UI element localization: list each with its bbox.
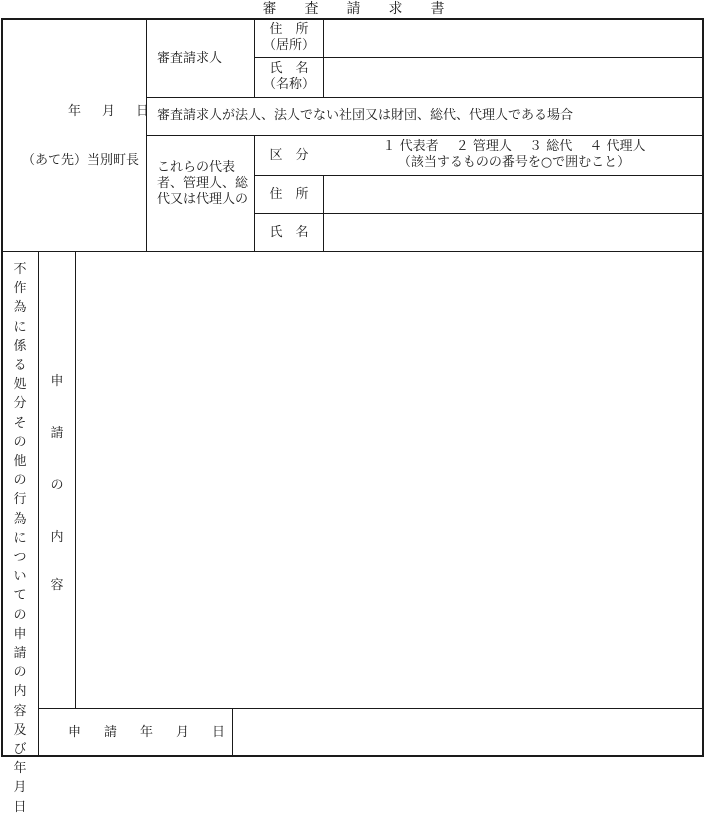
name-label: 氏 名 bbox=[269, 61, 309, 76]
form-title bbox=[0, 0, 707, 18]
category-note: （該当するものの番号を○で囲むこと） bbox=[397, 155, 631, 170]
grid-line bbox=[146, 135, 704, 136]
content-label-char: 内 bbox=[50, 530, 64, 545]
corporate-note: 審査請求人が法人、法人でない社団又は財団、総代、代理人である場合 bbox=[157, 108, 574, 123]
title-char: 書 bbox=[430, 1, 445, 17]
title-char: 審 bbox=[262, 1, 277, 17]
date-label: 年 月 日 bbox=[68, 104, 154, 119]
title-char: 求 bbox=[388, 1, 403, 17]
content-label-char: 容 bbox=[50, 578, 64, 593]
content-label-char: の bbox=[50, 478, 64, 493]
title-char: 請 bbox=[346, 1, 361, 17]
addressee-label: （あて先）当別町長 bbox=[22, 153, 140, 168]
content-label-char: 請 bbox=[50, 426, 64, 441]
title-char: 査 bbox=[304, 1, 319, 17]
address-label: 住 所 bbox=[269, 22, 309, 37]
address-sub-label: （居所） bbox=[262, 38, 315, 53]
requester-label: 審査請求人 bbox=[157, 51, 223, 66]
rep-address-label: 住 所 bbox=[269, 187, 309, 202]
rep-name-label: 氏 名 bbox=[269, 225, 309, 240]
rep-name-field[interactable] bbox=[324, 214, 703, 251]
category-label: 区 分 bbox=[269, 148, 309, 163]
content-label bbox=[49, 370, 65, 593]
application-date-label: 申 請 年 月 日 bbox=[68, 725, 231, 740]
left-vertical-label: 不作為に係る処分その他の行為についての申請の内容及び年月日 bbox=[13, 262, 27, 815]
content-label-char: 申 bbox=[50, 374, 64, 389]
representative-label: これらの代表者、管理人、総代又は代理人の bbox=[157, 160, 249, 207]
requester-address-field[interactable] bbox=[324, 19, 703, 57]
grid-line bbox=[38, 251, 39, 756]
application-content-field[interactable] bbox=[76, 252, 703, 708]
grid-line bbox=[146, 97, 704, 98]
category-options: １ 代表者 ２ 管理人 ３ 総代 ４ 代理人 bbox=[382, 139, 646, 154]
application-date-field[interactable] bbox=[233, 709, 703, 756]
requester-name-field[interactable] bbox=[324, 58, 703, 97]
rep-address-field[interactable] bbox=[324, 176, 703, 213]
name-sub-label: （名称） bbox=[262, 77, 315, 92]
